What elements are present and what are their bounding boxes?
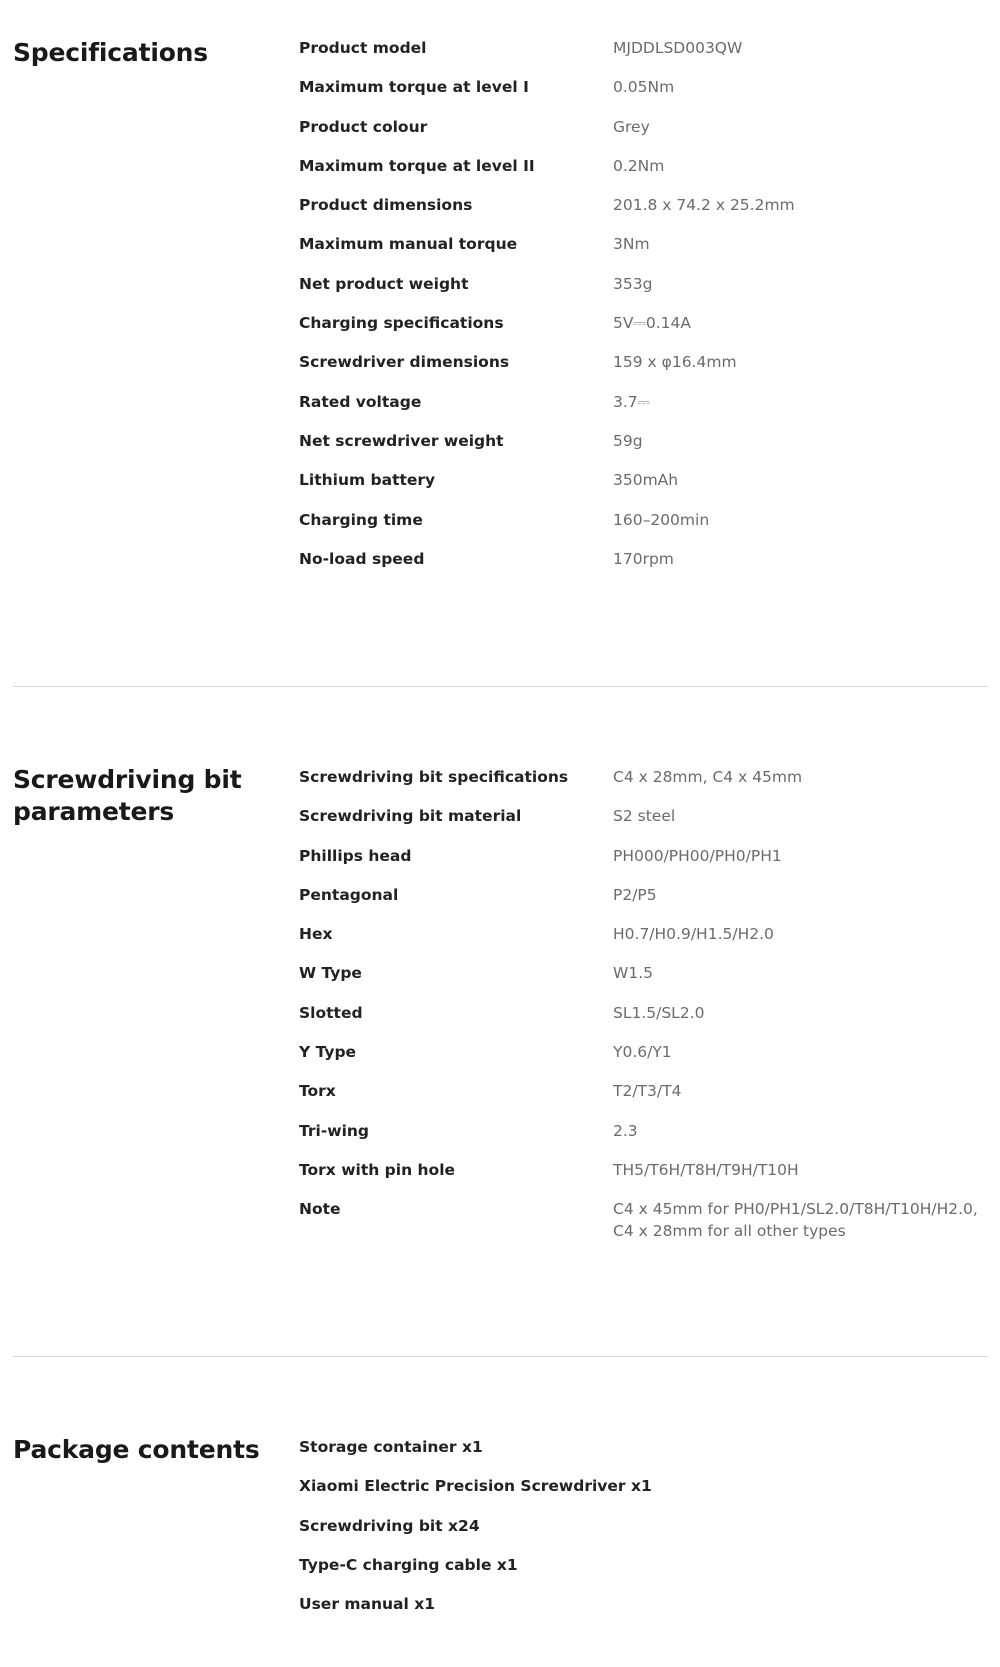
- spec-value: 160–200min: [613, 510, 710, 529]
- spec-label: Rated voltage: [299, 392, 422, 411]
- spec-label: Net product weight: [299, 274, 469, 293]
- spec-value: 5V⎓0.14A: [613, 314, 691, 333]
- list-item: [299, 1436, 989, 1475]
- spec-row: [299, 351, 989, 390]
- bit-label: Note: [299, 1200, 341, 1219]
- bit-value: C4 x 28mm, C4 x 45mm: [613, 768, 803, 786]
- bit-value: SL1.5/SL2.0: [613, 1003, 705, 1022]
- package-contents-list: [299, 1436, 989, 1632]
- bit-row: [299, 1198, 989, 1242]
- bit-row: [299, 1041, 989, 1080]
- bit-row: [299, 923, 989, 962]
- bit-label: Tri-wing: [299, 1121, 370, 1140]
- spec-label: No-load speed: [299, 549, 425, 568]
- bit-label: Y Type: [299, 1043, 357, 1062]
- spec-label: Lithium battery: [299, 471, 436, 490]
- bit-label: Torx with pin hole: [299, 1160, 456, 1179]
- package-contents-title: Package contents: [13, 1435, 260, 1464]
- list-item: [299, 1554, 989, 1593]
- bit-value: T2/T3/T4: [613, 1082, 682, 1101]
- spec-value: MJDDLSD003QW: [613, 39, 743, 57]
- bit-row: [299, 766, 989, 805]
- spec-label: Charging specifications: [299, 314, 504, 333]
- bit-label: Screwdriving bit specifications: [299, 768, 569, 786]
- spec-value: Grey: [613, 117, 650, 136]
- bit-value: PH000/PH00/PH0/PH1: [613, 846, 782, 865]
- section-divider: [13, 1356, 988, 1357]
- spec-row: [299, 233, 989, 272]
- bit-label: Screwdriving bit material: [299, 807, 522, 826]
- bit-row: [299, 1002, 989, 1041]
- spec-label: Charging time: [299, 510, 423, 529]
- package-item: Type-C charging cable x1: [299, 1555, 518, 1574]
- bit-label: Hex: [299, 925, 333, 944]
- specifications-table: [299, 37, 989, 587]
- spec-value: 159 x φ16.4mm: [613, 353, 737, 372]
- bit-value: Y0.6/Y1: [613, 1043, 672, 1062]
- spec-value: 201.8 x 74.2 x 25.2mm: [613, 196, 795, 215]
- specifications-title: Specifications: [13, 38, 208, 67]
- bit-label: Pentagonal: [299, 885, 399, 904]
- spec-row: [299, 116, 989, 155]
- spec-row: [299, 37, 989, 76]
- spec-label: Product colour: [299, 117, 428, 136]
- bit-parameters-title: Screwdriving bit parameters: [13, 765, 242, 826]
- spec-row: [299, 155, 989, 194]
- bit-label: W Type: [299, 964, 362, 983]
- spec-row: [299, 548, 989, 587]
- bit-row: [299, 845, 989, 884]
- package-item: Screwdriving bit x24: [299, 1516, 480, 1535]
- spec-label: Screwdriver dimensions: [299, 353, 510, 372]
- spec-value: 0.05Nm: [613, 78, 675, 97]
- bit-label: Torx: [299, 1082, 336, 1101]
- bit-value: TH5/T6H/T8H/T9H/T10H: [613, 1160, 799, 1179]
- spec-value: 59g: [613, 431, 643, 450]
- bit-value: W1.5: [613, 964, 653, 983]
- spec-row: [299, 273, 989, 312]
- spec-value: 3.7⎓: [613, 392, 651, 411]
- spec-label: Maximum torque at level II: [299, 156, 535, 175]
- bit-parameters-table: [299, 766, 989, 1242]
- bit-row: [299, 1080, 989, 1119]
- bit-row: [299, 1159, 989, 1198]
- spec-row: [299, 509, 989, 548]
- spec-row: [299, 76, 989, 115]
- bit-row: [299, 962, 989, 1001]
- spec-label: Maximum torque at level I: [299, 78, 529, 97]
- spec-row: [299, 430, 989, 469]
- bit-value: 2.3: [613, 1121, 638, 1140]
- spec-value: 0.2Nm: [613, 156, 665, 175]
- spec-label: Product dimensions: [299, 196, 473, 215]
- spec-row: [299, 194, 989, 233]
- package-item: Storage container x1: [299, 1438, 483, 1456]
- bit-row: [299, 884, 989, 923]
- bit-value: C4 x 45mm for PH0/PH1/SL2.0/T8H/T10H/H2.0, C4 x 28mm for all other types: [613, 1200, 978, 1241]
- bit-value: H0.7/H0.9/H1.5/H2.0: [613, 925, 774, 944]
- spec-label: Maximum manual torque: [299, 235, 518, 254]
- bit-row: [299, 805, 989, 844]
- spec-value: 353g: [613, 274, 653, 293]
- spec-row: [299, 312, 989, 351]
- list-item: [299, 1515, 989, 1554]
- bit-value: P2/P5: [613, 885, 657, 904]
- spec-label: Net screwdriver weight: [299, 431, 504, 450]
- package-item: User manual x1: [299, 1595, 435, 1614]
- list-item: [299, 1475, 989, 1514]
- spec-value: 3Nm: [613, 235, 650, 254]
- bit-label: Phillips head: [299, 846, 412, 865]
- list-item: [299, 1593, 989, 1632]
- spec-label: Product model: [299, 39, 427, 57]
- spec-row: [299, 391, 989, 430]
- bit-row: [299, 1120, 989, 1159]
- bit-label: Slotted: [299, 1003, 363, 1022]
- spec-row: [299, 469, 989, 508]
- spec-value: 350mAh: [613, 471, 679, 490]
- package-item: Xiaomi Electric Precision Screwdriver x1: [299, 1477, 652, 1496]
- bit-value: S2 steel: [613, 807, 676, 826]
- spec-value: 170rpm: [613, 549, 674, 568]
- section-divider: [13, 686, 988, 687]
